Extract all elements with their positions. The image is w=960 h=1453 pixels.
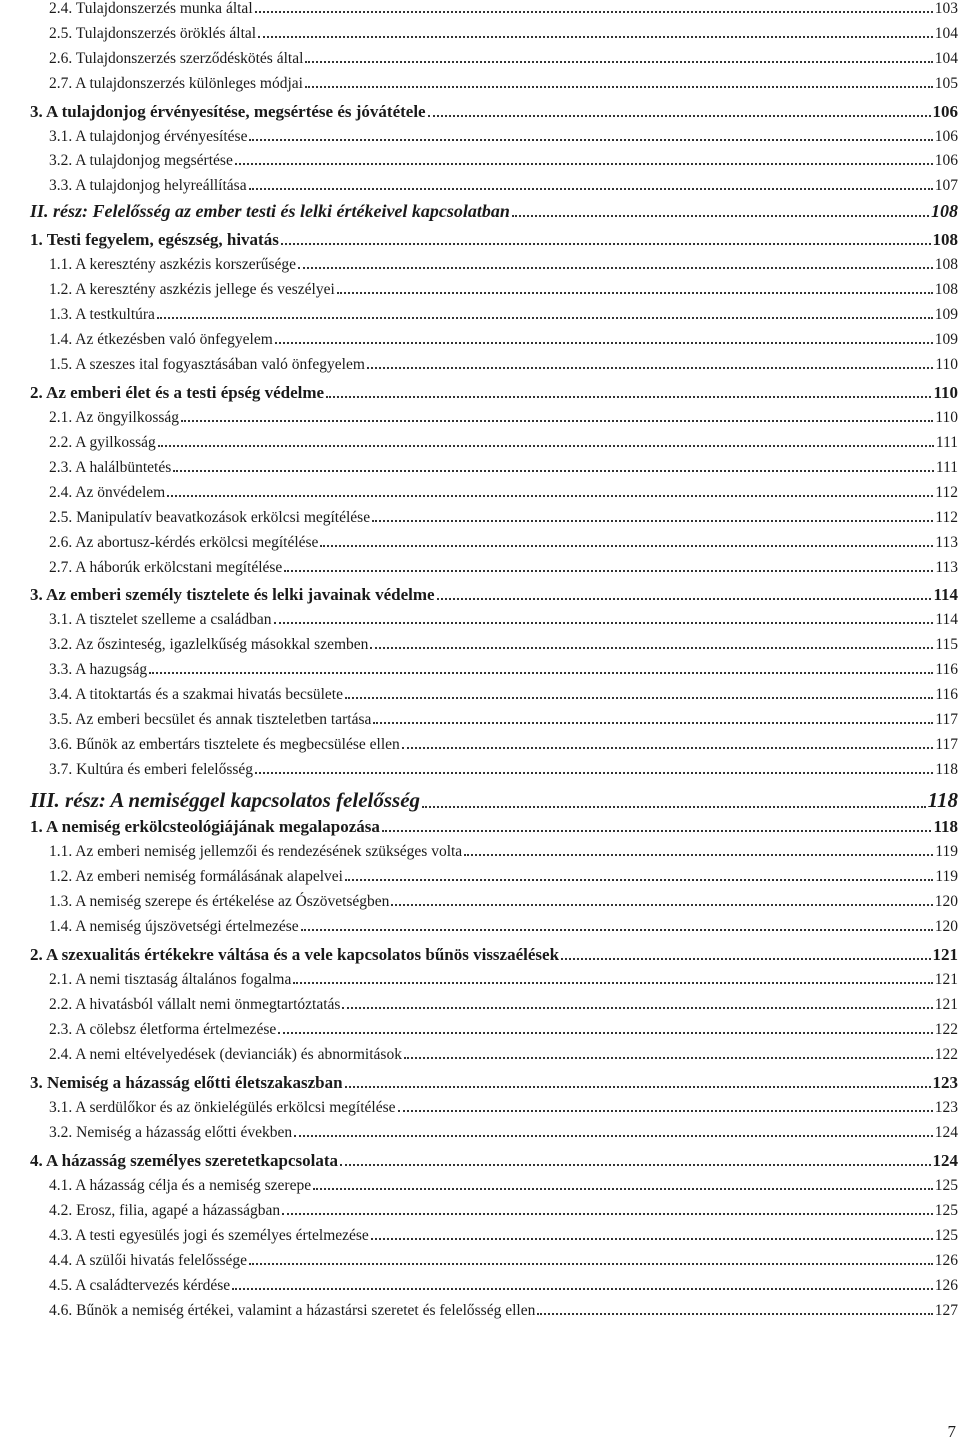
toc-entry-page: 123 bbox=[932, 1073, 958, 1092]
toc-entry-title: 3. Az emberi személy tisztelete és lelki javainak védelme bbox=[30, 585, 435, 604]
toc-entry-page: 117 bbox=[935, 711, 958, 728]
dot-leader bbox=[158, 445, 934, 447]
dot-leader bbox=[258, 36, 933, 38]
toc-entry-page: 116 bbox=[935, 686, 958, 703]
dot-leader bbox=[274, 622, 934, 624]
toc-entry-page: 119 bbox=[935, 868, 958, 885]
toc-entry-title: 2.3. A halálbüntetés bbox=[49, 459, 172, 476]
toc-entry-page: 124 bbox=[932, 1151, 958, 1170]
toc-entry-title: 1.4. A nemiség újszövetségi értelmezése bbox=[49, 918, 299, 935]
toc-entry-page: 122 bbox=[934, 1046, 958, 1063]
toc-entry-page: 127 bbox=[934, 1302, 958, 1319]
toc-entry-page: 125 bbox=[934, 1177, 958, 1194]
toc-entry-page: 108 bbox=[931, 201, 958, 221]
toc-entry-page: 124 bbox=[934, 1124, 958, 1141]
toc-entry[interactable] bbox=[49, 761, 958, 779]
toc-entry-title: II. rész: Felelősség az ember testi és lelki értékeivel kapcsolatban bbox=[30, 201, 510, 221]
toc-entry[interactable] bbox=[49, 1227, 958, 1245]
toc-entry-page: 108 bbox=[932, 230, 958, 249]
dot-leader bbox=[293, 982, 932, 984]
toc-entry-title: 2.4. Az önvédelem bbox=[49, 484, 166, 501]
dot-leader bbox=[298, 267, 933, 269]
dot-leader bbox=[326, 396, 931, 398]
dot-leader bbox=[370, 647, 933, 649]
toc-entry[interactable] bbox=[49, 0, 958, 18]
dot-leader bbox=[561, 958, 930, 960]
dot-leader bbox=[173, 470, 934, 472]
toc-entry[interactable] bbox=[30, 230, 958, 250]
dot-leader bbox=[398, 1110, 933, 1112]
toc-entry[interactable] bbox=[49, 434, 958, 452]
toc-entry-page: 109 bbox=[934, 331, 958, 348]
page-number: 7 bbox=[947, 1422, 956, 1441]
dot-leader bbox=[249, 139, 932, 141]
dot-leader bbox=[345, 697, 933, 699]
toc-entry[interactable] bbox=[49, 996, 958, 1014]
toc-entry-title: 1. A nemiség erkölcsteológiájának megalapozása bbox=[30, 817, 380, 836]
toc-entry-page: 115 bbox=[935, 636, 958, 653]
toc-entry-page: 125 bbox=[934, 1202, 958, 1219]
dot-leader bbox=[294, 1135, 933, 1137]
toc-entry[interactable] bbox=[49, 281, 958, 299]
toc-entry-title: 4.1. A házasság célja és a nemiség szerepe bbox=[49, 1177, 312, 1194]
dot-leader bbox=[255, 772, 933, 774]
dot-leader bbox=[301, 929, 933, 931]
dot-leader bbox=[281, 243, 931, 245]
toc-entry-title: 3.2. Az őszinteség, igazlelkűség másokkal szemben bbox=[49, 636, 369, 653]
dot-leader bbox=[181, 420, 933, 422]
dot-leader bbox=[275, 342, 933, 344]
toc-entry-title: 2.2. A gyilkosság bbox=[49, 434, 156, 451]
toc-entry-page: 122 bbox=[934, 1021, 958, 1038]
dot-leader bbox=[305, 86, 933, 88]
toc-entry[interactable] bbox=[49, 1202, 958, 1220]
toc-entry-page: 119 bbox=[935, 843, 958, 860]
toc-entry[interactable] bbox=[30, 1151, 958, 1171]
toc-entry-title: 2.1. Az öngyilkosság bbox=[49, 409, 180, 426]
toc-entry-title: 3. Nemiség a házasság előtti életszakaszban bbox=[30, 1073, 343, 1092]
toc-entry-title: 1.3. A testkultúra bbox=[49, 306, 155, 323]
toc-entry-title: 2.5. Manipulatív beavatkozások erkölcsi megítélése bbox=[49, 509, 371, 526]
toc-entry[interactable] bbox=[49, 177, 958, 195]
toc-entry[interactable] bbox=[49, 843, 958, 861]
dot-leader bbox=[371, 1238, 933, 1240]
toc-entry-title: 3.4. A titoktartás és a szakmai hivatás becsülete bbox=[49, 686, 343, 703]
toc-entry-title: 1.1. A keresztény aszkézis korszerűsége bbox=[49, 256, 297, 273]
dot-leader bbox=[404, 1057, 933, 1059]
toc-entry-title: 4.3. A testi egyesülés jogi és személyes értelmezése bbox=[49, 1227, 369, 1244]
toc-entry[interactable] bbox=[30, 817, 958, 837]
toc-entry[interactable] bbox=[49, 636, 958, 654]
toc-entry[interactable] bbox=[49, 1277, 958, 1295]
dot-leader bbox=[372, 520, 933, 522]
toc-entry-page: 108 bbox=[934, 256, 958, 273]
dot-leader bbox=[232, 1288, 933, 1290]
toc-entry-title: 3.2. Nemiség a házasság előtti években bbox=[49, 1124, 293, 1141]
toc-entry-title: 2.5. Tulajdonszerzés öröklés által bbox=[49, 25, 257, 42]
dot-leader bbox=[464, 854, 933, 856]
dot-leader bbox=[320, 545, 933, 547]
toc-entry-page: 111 bbox=[935, 459, 958, 476]
toc-entry[interactable] bbox=[30, 383, 958, 403]
toc-entry-title: 1.4. Az étkezésben való önfegyelem bbox=[49, 331, 273, 348]
toc-entry[interactable] bbox=[49, 75, 958, 93]
dot-leader bbox=[255, 11, 933, 13]
toc-entry-page: 106 bbox=[934, 152, 958, 169]
toc-entry[interactable] bbox=[49, 409, 958, 427]
toc-entry-page: 110 bbox=[935, 409, 958, 426]
toc-entry[interactable] bbox=[30, 788, 958, 813]
toc-entry[interactable] bbox=[49, 1046, 958, 1064]
toc-entry[interactable] bbox=[49, 50, 958, 68]
dot-leader bbox=[373, 722, 933, 724]
toc-entry[interactable] bbox=[49, 509, 958, 527]
toc-entry[interactable] bbox=[30, 102, 958, 122]
dot-leader bbox=[512, 215, 929, 217]
toc-entry-page: 103 bbox=[934, 0, 958, 17]
toc-entry[interactable] bbox=[49, 534, 958, 552]
toc-entry-page: 104 bbox=[934, 25, 958, 42]
toc-entry[interactable] bbox=[49, 1302, 958, 1320]
toc-entry-page: 117 bbox=[935, 736, 958, 753]
toc-entry[interactable] bbox=[30, 945, 958, 965]
toc-entry[interactable] bbox=[49, 711, 958, 729]
dot-leader bbox=[382, 830, 932, 832]
dot-leader bbox=[284, 570, 933, 572]
toc-entry-title: 3.7. Kultúra és emberi felelősség bbox=[49, 761, 254, 778]
toc-entry-title: 3.1. A serdülőkor és az önkielégülés erkölcsi megítélése bbox=[49, 1099, 396, 1116]
dot-leader bbox=[235, 163, 933, 165]
toc-entry-page: 125 bbox=[934, 1227, 958, 1244]
toc-entry-title: 4.4. A szülői hivatás felelőssége bbox=[49, 1252, 248, 1269]
toc-entry-page: 114 bbox=[935, 611, 958, 628]
toc-entry-title: 2. A szexualitás értékekre váltása és a vele kapcsolatos bűnös visszaélések bbox=[30, 945, 560, 964]
toc-entry-page: 112 bbox=[935, 484, 958, 501]
toc-entry[interactable] bbox=[49, 256, 958, 274]
toc-entry-title: 2.6. Az abortusz-kérdés erkölcsi megítélése bbox=[49, 534, 319, 551]
toc-entry-page: 107 bbox=[934, 177, 958, 194]
toc-entry-title: 3. A tulajdonjog érvényesítése, megsértése és jóvátétele bbox=[30, 102, 426, 121]
toc-entry-title: III. rész: A nemiséggel kapcsolatos felelősség bbox=[30, 788, 421, 812]
toc-entry[interactable] bbox=[49, 152, 958, 170]
toc-entry-title: 2.1. A nemi tisztaság általános fogalma bbox=[49, 971, 292, 988]
toc-entry[interactable] bbox=[49, 1021, 958, 1039]
toc-entry-title: 4.2. Erosz, filia, agapé a házasságban bbox=[49, 1202, 281, 1219]
toc-entry-page: 113 bbox=[935, 559, 958, 576]
toc-entry-page: 121 bbox=[932, 945, 958, 964]
toc-entry-title: 1.1. Az emberi nemiség jellemzői és rendezésének szükséges volta bbox=[49, 843, 463, 860]
dot-leader bbox=[282, 1213, 933, 1215]
toc-entry-title: 2.4. A nemi eltévelyedések (devianciák) és abnormitások bbox=[49, 1046, 402, 1063]
toc-entry-page: 112 bbox=[935, 509, 958, 526]
dot-leader bbox=[305, 61, 932, 63]
toc-entry-page: 116 bbox=[935, 661, 958, 678]
dot-leader bbox=[402, 747, 934, 749]
toc-entry-title: 3.1. A tulajdonjog érvényesítése bbox=[49, 128, 248, 145]
toc-entry-page: 121 bbox=[934, 996, 958, 1013]
toc-entry[interactable] bbox=[49, 25, 958, 43]
dot-leader bbox=[157, 317, 933, 319]
toc-entry[interactable] bbox=[49, 893, 958, 911]
toc-entry-title: 1. Testi fegyelem, egészség, hivatás bbox=[30, 230, 279, 249]
toc-entry-page: 118 bbox=[933, 817, 958, 836]
toc-entry[interactable] bbox=[49, 356, 958, 374]
toc-entry[interactable] bbox=[49, 1099, 958, 1117]
toc-entry-title: 2.2. A hivatásból vállalt nemi önmegtartóztatás bbox=[49, 996, 341, 1013]
dot-leader bbox=[313, 1188, 933, 1190]
toc-entry-page: 113 bbox=[935, 534, 958, 551]
dot-leader bbox=[437, 598, 932, 600]
toc-entry-title: 1.5. A szeszes ital fogyasztásában való önfegyelem bbox=[49, 356, 365, 373]
toc-entry[interactable] bbox=[49, 971, 958, 989]
toc-entry[interactable] bbox=[49, 559, 958, 577]
dot-leader bbox=[345, 879, 933, 881]
dot-leader bbox=[345, 1086, 931, 1088]
toc-entry-title: 3.2. A tulajdonjog megsértése bbox=[49, 152, 233, 169]
toc-entry-page: 123 bbox=[934, 1099, 958, 1116]
dot-leader bbox=[422, 806, 926, 808]
dot-leader bbox=[249, 1263, 933, 1265]
dot-leader bbox=[167, 495, 933, 497]
toc-entry-page: 120 bbox=[934, 893, 958, 910]
toc-entry[interactable] bbox=[49, 459, 958, 477]
toc-entry[interactable] bbox=[49, 306, 958, 324]
toc-entry[interactable] bbox=[49, 736, 958, 754]
toc-entry[interactable] bbox=[49, 1177, 958, 1195]
toc-entry[interactable] bbox=[49, 1124, 958, 1142]
toc-entry-title: 2.3. A cölebsz életforma értelmezése bbox=[49, 1021, 277, 1038]
toc-entry-page: 109 bbox=[934, 306, 958, 323]
toc-entry-page: 118 bbox=[935, 761, 958, 778]
toc-entry-page: 126 bbox=[934, 1277, 958, 1294]
toc-entry-title: 2. Az emberi élet és a testi épség védelme bbox=[30, 383, 325, 402]
toc-entry-title: 4.6. Bűnök a nemiség értékei, valamint a házastársi szeretet és felelősség ellen bbox=[49, 1302, 536, 1319]
toc-entry[interactable] bbox=[49, 868, 958, 886]
toc-entry[interactable] bbox=[49, 661, 958, 679]
toc-entry-title: 1.2. A keresztény aszkézis jellege és veszélyei bbox=[49, 281, 335, 298]
dot-leader bbox=[337, 292, 933, 294]
toc-entry-title: 2.4. Tulajdonszerzés munka által bbox=[49, 0, 253, 17]
toc-entry-page: 121 bbox=[934, 971, 958, 988]
toc-entry-title: 2.7. A tulajdonszerzés különleges módjai bbox=[49, 75, 303, 92]
dot-leader bbox=[249, 188, 933, 190]
toc-entry[interactable] bbox=[49, 128, 958, 146]
toc-entry-title: 3.1. A tisztelet szelleme a családban bbox=[49, 611, 272, 628]
toc-entry-page: 110 bbox=[933, 383, 958, 402]
toc-entry-title: 4.5. A családtervezés kérdése bbox=[49, 1277, 231, 1294]
toc-entry[interactable] bbox=[49, 331, 958, 349]
toc-entry-page: 126 bbox=[934, 1252, 958, 1269]
toc-entry-page: 108 bbox=[934, 281, 958, 298]
dot-leader bbox=[342, 1007, 932, 1009]
toc-entry-page: 120 bbox=[934, 918, 958, 935]
toc-entry[interactable] bbox=[30, 1073, 958, 1093]
toc-entry-title: 3.6. Bűnök az embertárs tisztelete és megbecsülése ellen bbox=[49, 736, 400, 753]
dot-leader bbox=[278, 1032, 933, 1034]
toc-entry-page: 106 bbox=[932, 102, 958, 121]
toc-entry[interactable] bbox=[49, 611, 958, 629]
toc-entry-page: 111 bbox=[935, 434, 958, 451]
toc-entry-title: 3.3. A hazugság bbox=[49, 661, 148, 678]
dot-leader bbox=[367, 367, 933, 369]
toc-entry-title: 2.7. A háborúk erkölcstani megítélése bbox=[49, 559, 283, 576]
toc-entry[interactable] bbox=[49, 484, 958, 502]
toc-entry[interactable] bbox=[49, 686, 958, 704]
toc-entry-page: 105 bbox=[934, 75, 958, 92]
toc-entry-title: 4. A házasság személyes szeretetkapcsolata bbox=[30, 1151, 338, 1170]
toc-entry[interactable] bbox=[49, 918, 958, 936]
toc-entry[interactable] bbox=[30, 201, 958, 222]
toc-entry-page: 114 bbox=[933, 585, 958, 604]
toc-entry-page: 104 bbox=[934, 50, 958, 67]
dot-leader bbox=[340, 1164, 931, 1166]
toc-entry-title: 1.3. A nemiség szerepe és értékelése az Ószövetségben bbox=[49, 893, 390, 910]
toc-entry-title: 1.2. Az emberi nemiség formálásának alapelvei bbox=[49, 868, 343, 885]
dot-leader bbox=[391, 904, 932, 906]
toc-entry-page: 106 bbox=[934, 128, 958, 145]
dot-leader bbox=[428, 115, 931, 117]
toc-entry[interactable] bbox=[30, 585, 958, 605]
toc-entry-page: 110 bbox=[935, 356, 958, 373]
toc-entry-title: 3.3. A tulajdonjog helyreállítása bbox=[49, 177, 247, 194]
toc-entry[interactable] bbox=[49, 1252, 958, 1270]
toc-entry-title: 2.6. Tulajdonszerzés szerződéskötés által bbox=[49, 50, 304, 67]
dot-leader bbox=[149, 672, 933, 674]
toc-entry-title: 3.5. Az emberi becsület és annak tiszteletben tartása bbox=[49, 711, 372, 728]
toc-entry-page: 118 bbox=[927, 788, 958, 812]
dot-leader bbox=[537, 1313, 932, 1315]
